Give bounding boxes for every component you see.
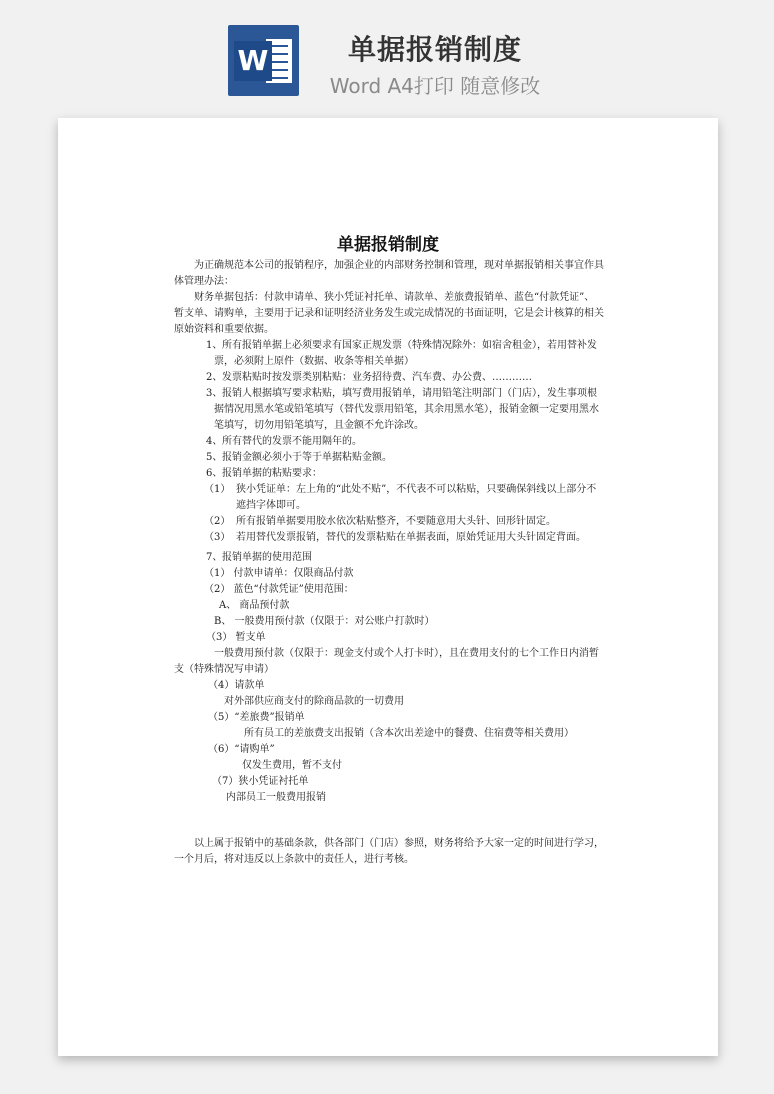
rule-number: 4、: [206, 436, 223, 447]
rule-number: 7、: [206, 552, 223, 563]
paste-rule-item: [204, 530, 604, 546]
rule-item: [194, 466, 604, 482]
usage-item-purchase: （6）“请购单”: [208, 744, 275, 755]
paste-rule-item: [204, 482, 604, 514]
rule-text: 发票粘贴时按发票类别粘贴：业务招待费、汽车费、办公费、…………: [222, 372, 532, 383]
rule-text: 报销人根据填写要求粘贴，填写费用报销单，请用铅笔注明部门（门店），发生事项根据情况用黑水笔或铅笔填写（替代发票用铅笔，其余用黑水笔），报销金额一定要用黑水笔填写，切勿用铅笔填写，且金额不允许涂改。: [214, 388, 599, 431]
word-document-icon: [228, 25, 299, 96]
scope-paragraph: 财务单据包括：付款申请单、狭小凭证衬托单、请款单、差旅费报销单、蓝色“付款凭证”、暂支单、请购单，主要用于记录和证明经济业务发生或完成情况的书面证明，它是会计核算的相关原始资料和重要依据。: [174, 292, 604, 335]
rule-number: 6、: [206, 468, 223, 479]
rule-text: 报销单据的使用范围: [222, 552, 312, 563]
usage-detail-advance: 一般费用预付款（仅限于：现金支付或个人打卡时），且在费用支付的七个工作日内消暂支（特殊情况写申请）: [174, 648, 599, 675]
document-title: 单据报销制度: [337, 235, 439, 255]
paste-rule-text: 若用替代发票报销，替代的发票粘贴在单据表面，原始凭证用大头针固定背面。: [236, 532, 586, 543]
paste-rule-number: （1）: [204, 484, 231, 495]
banner-subtitle: Word A4打印 随意修改: [329, 74, 541, 98]
usage-item-request: （4）请款单: [208, 680, 265, 691]
rule-text: 报销金额必须小于等于单据粘贴金额。: [222, 452, 392, 463]
paste-rule-number: （2）: [204, 516, 231, 527]
rule-text: 所有替代的发票不能用隔年的。: [222, 436, 362, 447]
word-letter-badge: W: [234, 41, 272, 81]
usage-detail-voucher-backing: 内部员工一般费用报销: [226, 792, 326, 803]
usage-item-payment-voucher: （2） 蓝色“付款凭证”使用范围：: [204, 584, 354, 595]
header-banner: [0, 0, 774, 118]
usage-subitem-b: B、 一般费用预付款（仅限于：对公账户打款时）: [214, 616, 435, 627]
rule-number: 2、: [206, 372, 223, 383]
usage-detail-request: 对外部供应商支付的除商品款的一切费用: [224, 696, 404, 707]
usage-item-travel: （5）“差旅费”报销单: [208, 712, 305, 723]
rule-number: 3、: [206, 388, 223, 399]
usage-subitem-a: A、 商品预付款: [219, 600, 290, 611]
rule-item: [194, 338, 604, 370]
document-body: [174, 258, 604, 868]
usage-detail-travel: 所有员工的差旅费支出报销（含本次出差途中的餐费、住宿费等相关费用）: [244, 728, 574, 739]
paste-rule-item: [204, 514, 604, 530]
rule-item: [194, 450, 604, 466]
rule-item: [194, 370, 604, 386]
usage-list: [174, 566, 604, 806]
intro-paragraph: 为正确规范本公司的报销程序，加强企业的内部财务控制和管理，现对单据报销相关事宜作具体管理办法：: [174, 260, 604, 287]
rule-item: [194, 550, 604, 566]
usage-item-advance: （3） 暂支单: [206, 632, 266, 643]
rule-text: 所有报销单据上必须要求有国家正规发票（特殊情况除外：如宿舍租金），若用替补发票，必须附上原件（数据、收条等相关单据）: [214, 340, 597, 367]
closing-paragraph: 以上属于报销中的基础条款，供各部门（门店）参照，财务将给予大家一定的时间进行学习，一个月后，将对违反以上条款中的责任人，进行考核。: [174, 838, 604, 865]
paste-rule-text: 狭小凭证单：左上角的“此处不贴”，不代表不可以粘贴，只要确保斜线以上部分不遮挡字体即可。: [236, 484, 597, 511]
rule-text: 报销单据的粘贴要求：: [222, 468, 322, 479]
rule-item: [194, 434, 604, 450]
rule-number: 5、: [206, 452, 223, 463]
rule-item: [194, 386, 604, 434]
usage-item-payment-request: （1） 付款申请单：仅限商品付款: [204, 568, 354, 579]
document-page: [58, 118, 718, 1056]
paste-rule-text: 所有报销单据要用胶水依次粘贴整齐，不要随意用大头针、回形针固定。: [236, 516, 556, 527]
paste-rule-number: （3）: [204, 532, 231, 543]
rules-list: [174, 338, 604, 566]
usage-detail-purchase: 仅发生费用，暂不支付: [242, 760, 342, 771]
usage-item-voucher-backing: （7）狭小凭证衬托单: [212, 776, 309, 787]
rule-number: 1、: [206, 340, 223, 351]
banner-title: 单据报销制度: [347, 33, 522, 66]
